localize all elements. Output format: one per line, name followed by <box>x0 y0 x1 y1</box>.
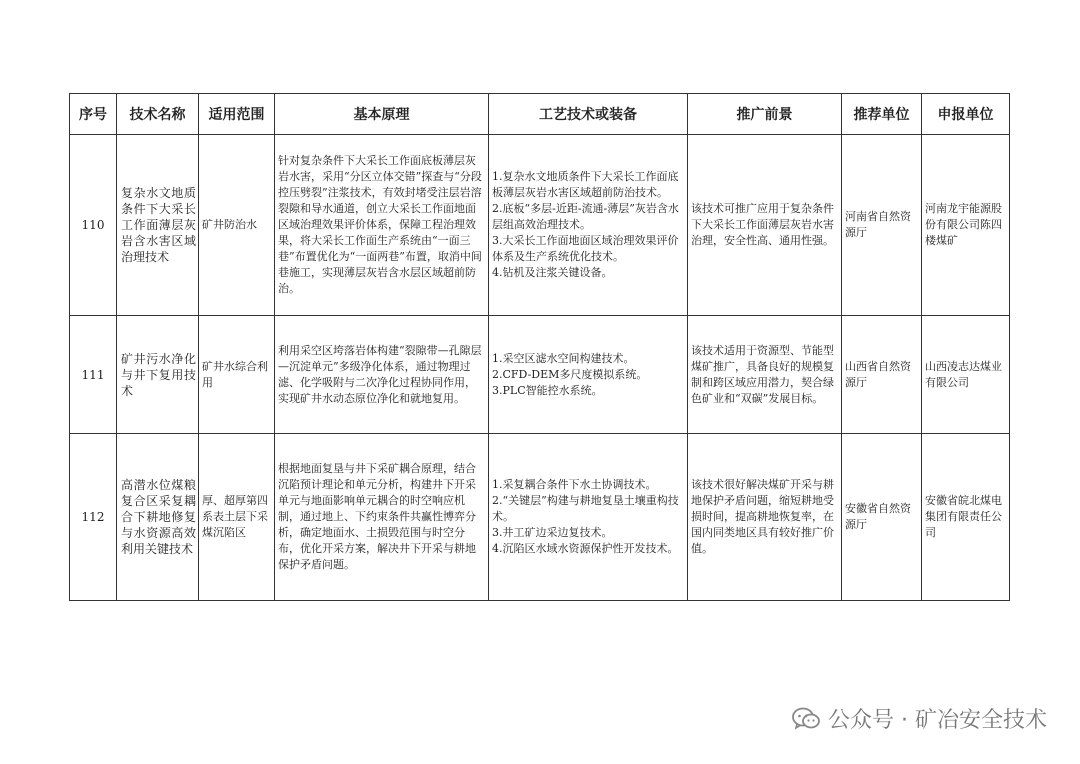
application-scope: 矿井防治水 <box>199 135 275 316</box>
technology-name: 高潜水位煤粮复合区采复耦合下耕地修复与水资源高效利用关键技术 <box>117 434 199 601</box>
process-item: 2.底板“多层-近距-流通-薄层”灰岩含水层组高效治理技术。 <box>492 201 679 231</box>
applying-unit: 山西凌志达煤业有限公司 <box>922 315 1010 434</box>
recommending-unit: 安徽省自然资源厅 <box>842 434 922 601</box>
row-number: 112 <box>70 434 117 601</box>
process-equipment <box>489 315 688 434</box>
promotion-prospect: 该技术适用于资源型、节能型煤矿推广，具备良好的规模复制和跨区域应用潜力，契合绿色矿业和“双碳”发展目标。 <box>688 315 842 434</box>
header-prospect: 推广前景 <box>688 94 842 135</box>
recommending-unit: 山西省自然资源厅 <box>842 315 922 434</box>
process-item: 1.采空区滤水空间构建技术。 <box>492 351 635 365</box>
process-item: 4.沉陷区水域水资源保护性开发技术。 <box>492 542 679 556</box>
promotion-prospect: 该技术可推广应用于复杂条件下大采长工作面薄层灰岩水害治理，安全性高、通用性强。 <box>688 135 842 316</box>
table-row <box>70 434 1010 601</box>
process-item: 4.钻机及注浆关键设备。 <box>492 265 613 279</box>
table-row <box>70 135 1010 316</box>
process-equipment <box>489 135 688 316</box>
technology-table <box>69 93 1010 601</box>
technology-name: 矿井污水净化与井下复用技术 <box>117 315 199 434</box>
process-item: 1.采复耦合条件下水土协调技术。 <box>492 478 657 492</box>
recommending-unit: 河南省自然资源厅 <box>842 135 922 316</box>
process-item: 3.PLC智能控水系统。 <box>492 383 603 397</box>
header-name: 技术名称 <box>117 94 199 135</box>
applying-unit: 安徽省皖北煤电集团有限责任公司 <box>922 434 1010 601</box>
watermark-text: 公众号 · 矿冶安全技术 <box>828 708 1047 733</box>
header-recommender: 推荐单位 <box>842 94 922 135</box>
header-scope: 适用范围 <box>199 94 275 135</box>
process-equipment <box>489 434 688 601</box>
technology-name: 复杂水文地质条件下大采长工作面薄层灰岩含水害区域治理技术 <box>117 135 199 316</box>
process-item: 3.大采长工作面地面区域治理效果评价体系及生产系统优化技术。 <box>492 233 679 263</box>
header-process: 工艺技术或装备 <box>489 94 688 135</box>
promotion-prospect: 该技术很好解决煤矿开采与耕地保护矛盾问题，缩短耕地受损时间，提高耕地恢复率，在国内同类地区具有较好推广价值。 <box>688 434 842 601</box>
account-watermark <box>792 703 1047 734</box>
header-no: 序号 <box>70 94 117 135</box>
basic-principle: 利用采空区垮落岩体构建“裂隙带—孔隙层—沉淀单元”多级净化体系，通过物理过滤、化学吸附与二次净化过程协同作用，实现矿井水动态原位净化和就地复用。 <box>275 315 489 434</box>
applying-unit: 河南龙宇能源股份有限公司陈四楼煤矿 <box>922 135 1010 316</box>
header-applicant: 申报单位 <box>922 94 1010 135</box>
process-item: 1.复杂水文地质条件下大采长工作面底板薄层灰岩水害区域超前防治技术。 <box>492 169 679 199</box>
basic-principle: 根据地面复垦与井下采矿耦合原理，结合沉陷预计理论和单元分析，构建井下开采单元与地面影响单元耦合的时空响应机制，通过地上、下约束条件共赢性博弈分析，确定地面水、土损毁范围与时空分布，优化开采方案，解决井下开采与耕地保护矛盾问题。 <box>275 434 489 601</box>
row-number: 111 <box>70 315 117 434</box>
table-row <box>70 315 1010 434</box>
table-header-row <box>70 94 1010 135</box>
application-scope: 厚、超厚第四系表土层下采煤沉陷区 <box>199 434 275 601</box>
basic-principle: 针对复杂条件下大采长工作面底板薄层灰岩水害，采用“分区立体交错”探查与“分段控压劈裂”注浆技术，有效封堵受注层岩溶裂隙和导水通道，创立大采长工作面地面区域治理效果评价体系，保障工程治理效果，将大采长工作面生产系统由“一面三巷”布置优化为“一面两巷”布置，取消中间巷施工，实现薄层灰岩含水层区域超前防治。 <box>275 135 489 316</box>
technology-table-container <box>69 93 1009 601</box>
process-item: 3.井工矿边采边复技术。 <box>492 526 613 540</box>
process-item: 2.“关键层”构建与耕地复垦土壤重构技术。 <box>492 494 679 524</box>
wechat-icon <box>792 707 820 731</box>
row-number: 110 <box>70 135 117 316</box>
application-scope: 矿井水综合利用 <box>199 315 275 434</box>
process-item: 2.CFD-DEM多尺度模拟系统。 <box>492 367 648 381</box>
header-principle: 基本原理 <box>275 94 489 135</box>
